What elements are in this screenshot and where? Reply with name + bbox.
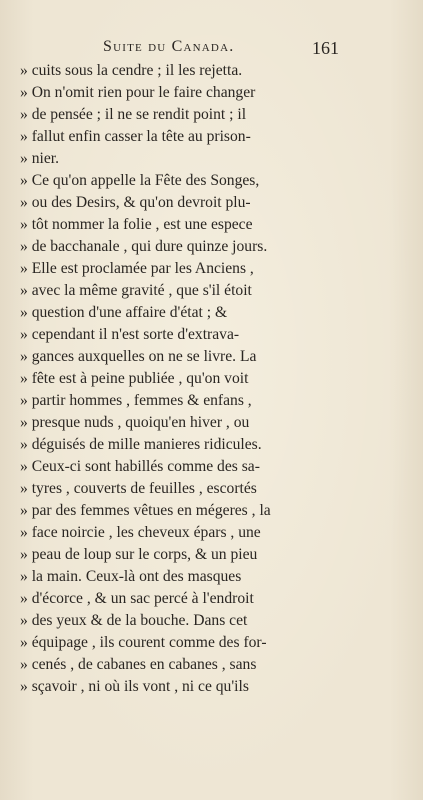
text-line: » question d'une affaire d'état ; & — [20, 304, 228, 321]
text-line: » équipage , ils courent comme des for- — [20, 634, 267, 651]
text-line: » la main. Ceux-là ont des masques — [20, 568, 242, 585]
text-line: » tôt nommer la folie , est une espece — [20, 216, 253, 233]
text-line: » Elle est proclamée par les Anciens , — [20, 260, 254, 277]
page-header — [0, 38, 423, 62]
text-line: » nier. — [20, 150, 59, 167]
text-line: » de bacchanale , qui dure quinze jours. — [20, 238, 268, 255]
text-line: » sçavoir , ni où ils vont , ni ce qu'ils — [20, 678, 249, 695]
text-line: » cenés , de cabanes en cabanes , sans — [20, 656, 257, 673]
text-line: » d'écorce , & un sac percé à l'endroit — [20, 590, 254, 607]
text-line: » peau de loup sur le corps, & un pieu — [20, 546, 258, 563]
text-line: » partir hommes , femmes & enfans , — [20, 392, 252, 409]
text-line: » de pensée ; il ne se rendit point ; il — [20, 106, 247, 123]
text-line: » cependant il n'est sorte d'extrava- — [20, 326, 240, 343]
text-line: » avec la même gravité , que s'il étoit — [20, 282, 252, 299]
text-line: » face noircie , les cheveux épars , une — [20, 524, 261, 541]
text-line: » fête est à peine publiée , qu'on voit — [20, 370, 249, 387]
text-line: » par des femmes vêtues en mégeres , la — [20, 502, 271, 519]
page-number: 161 — [312, 38, 339, 58]
text-line: » tyres , couverts de feuilles , escortés — [20, 480, 257, 497]
text-line: » des yeux & de la bouche. Dans cet — [20, 612, 248, 629]
text-line: » ou des Desirs, & qu'on devroit plu- — [20, 194, 251, 211]
text-line: » Ceux-ci sont habillés comme des sa- — [20, 458, 260, 475]
text-line: » fallut enfin casser la tête au prison- — [20, 128, 251, 145]
text-line: » déguisés de mille manieres ridicules. — [20, 436, 262, 453]
text-line: » cuits sous la cendre ; il les rejetta. — [20, 62, 243, 79]
text-line: » Ce qu'on appelle la Fête des Songes, — [20, 172, 260, 189]
text-line: » On n'omit rien pour le faire changer — [20, 84, 256, 101]
text-line: » gances auxquelles on ne se livre. La — [20, 348, 257, 365]
running-title: Suite du Canada. — [103, 38, 235, 55]
text-line: » presque nuds , quoiqu'en hiver , ou — [20, 414, 250, 431]
